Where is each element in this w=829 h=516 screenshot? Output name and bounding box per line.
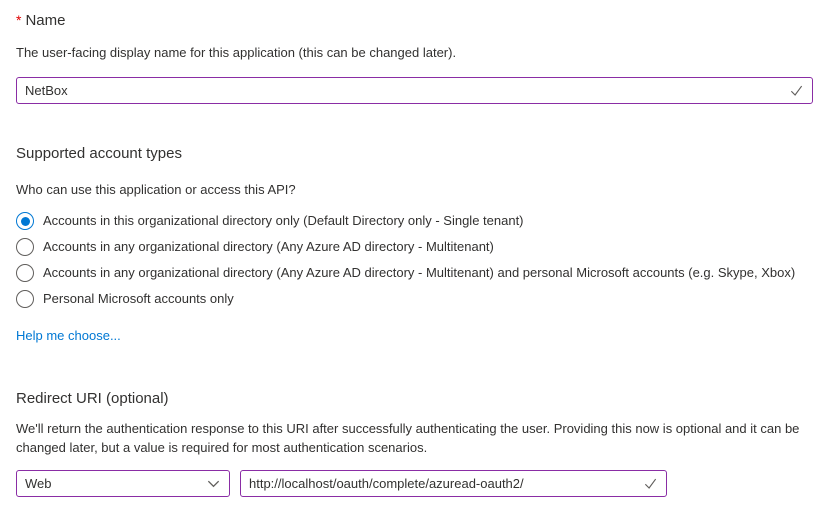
account-type-option-single-tenant[interactable]: [16, 208, 813, 234]
redirect-uri-input[interactable]: [249, 476, 635, 491]
name-section-title: [16, 10, 813, 31]
name-description: The user-facing display name for this application (this can be changed later).: [16, 45, 457, 60]
account-types-section: [16, 144, 813, 345]
required-asterisk: *: [16, 12, 22, 28]
option-label: Accounts in any organizational directory (Any Azure AD directory - Multitenant) and personal Microsoft accounts (e.g. Skype, Xbox): [43, 265, 796, 280]
account-type-option-multitenant-personal[interactable]: [16, 260, 813, 286]
name-input-wrapper: [16, 77, 813, 104]
account-types-title: Supported account types: [16, 145, 182, 162]
account-type-option-multitenant[interactable]: [16, 234, 813, 260]
radio-dot: [21, 217, 30, 226]
name-label: Name: [25, 12, 66, 29]
account-type-option-personal-only[interactable]: [16, 286, 813, 312]
radio-button[interactable]: [16, 212, 34, 230]
checkmark-icon: [643, 476, 658, 491]
radio-button[interactable]: [16, 238, 34, 256]
redirect-uri-input-wrapper: [240, 470, 667, 497]
checkmark-icon: [789, 83, 804, 98]
radio-button[interactable]: [16, 290, 34, 308]
account-types-question: Who can use this application or access this API?: [16, 182, 296, 197]
option-label: Personal Microsoft accounts only: [43, 291, 234, 306]
redirect-uri-section: [16, 389, 813, 497]
chevron-down-icon: [206, 476, 221, 491]
redirect-uri-row: [16, 470, 813, 497]
platform-select-value: Web: [25, 476, 52, 491]
redirect-uri-title: Redirect URI (optional): [16, 390, 169, 407]
platform-select[interactable]: [16, 470, 230, 497]
account-type-options: [16, 208, 813, 312]
option-label: Accounts in this organizational directory only (Default Directory only - Single tenant): [43, 213, 524, 228]
redirect-uri-description: We'll return the authentication response to this URI after successfully authenticating the user. Providing this now is optional and it can be changed later, but a value is required for most authentication scenarios.: [16, 421, 800, 455]
option-label: Accounts in any organizational directory (Any Azure AD directory - Multitenant): [43, 239, 494, 254]
name-input[interactable]: [25, 83, 781, 98]
help-me-choose-link[interactable]: Help me choose...: [16, 328, 121, 343]
radio-button[interactable]: [16, 264, 34, 282]
